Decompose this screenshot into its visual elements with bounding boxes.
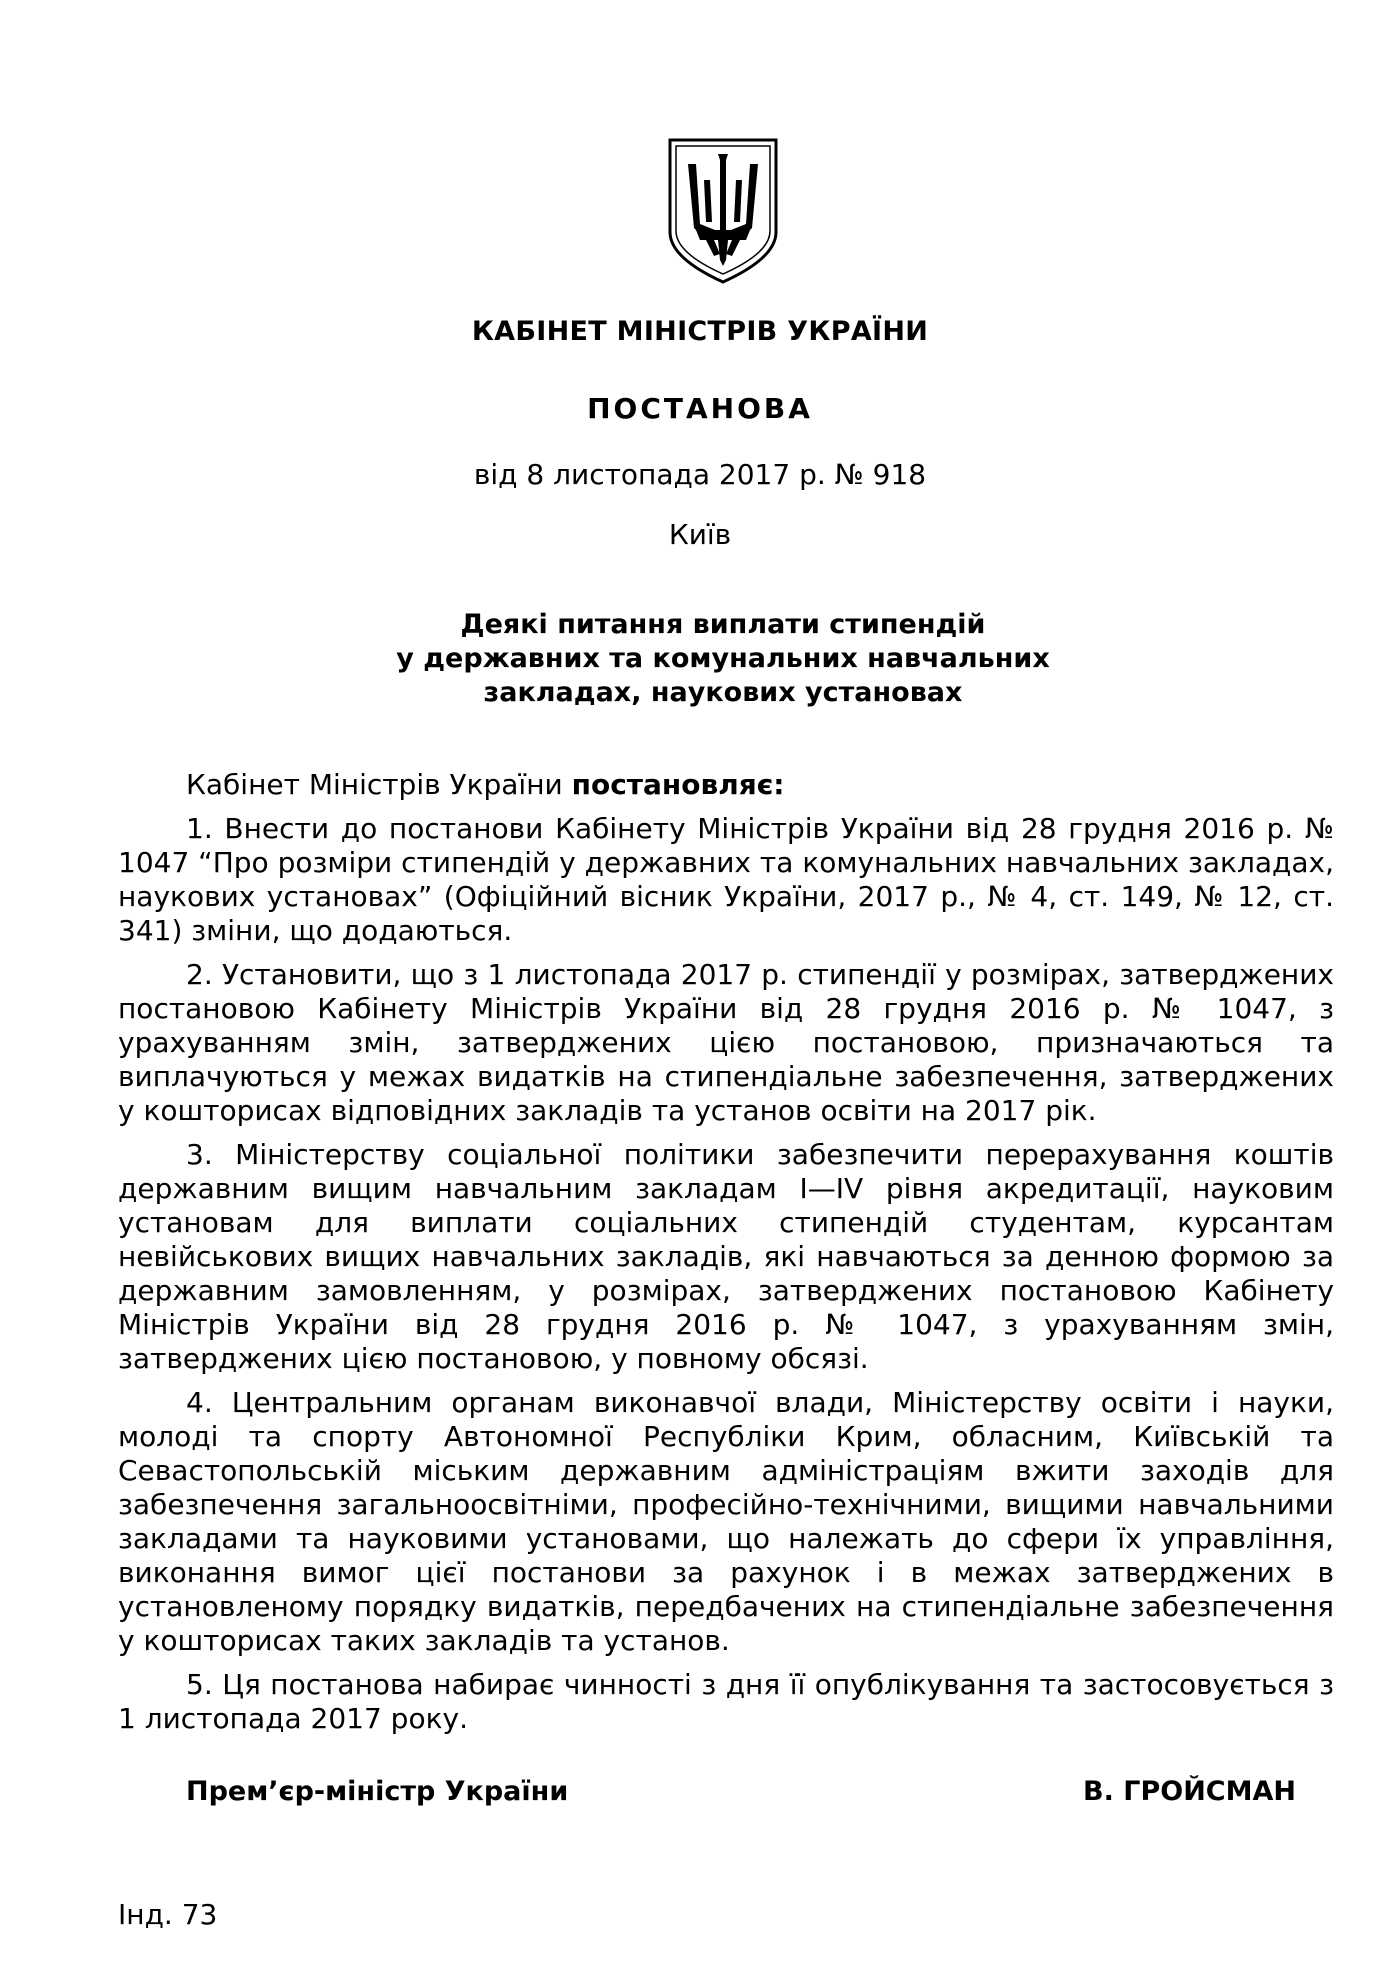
paragraph-4: 4. Центральним органам виконавчої влади, Міністерству освіти і науки, молоді та спорту Автономної Республіки Крим, обласним, Київській та Севастопольській міським державним адміністраціям вжити заходів для забезпечення загальноосвітніми, професійно-технічними, вищими навчальними закладами та науковими установами, що належать до сфери їх управління, виконання вимог цієї постанови за рахунок і в межах затверджених в установленому порядку видатків, передбачених на стипендіальне забезпечення у кошторисах таких закладів та установ. xyxy=(118,1386,1334,1657)
paragraph-2: 2. Установити, що з 1 листопада 2017 р. стипендії у розмірах, затверджених постановою Кабінету Міністрів України від 28 грудня 2016 р. № 1047, з урахуванням змін, затверджених цією постановою, призначаються та виплачуються у межах видатків на стипендіальне забезпечення, затверджених у кошторисах відповідних закладів та установ освіти на 2017 рік. xyxy=(118,958,1334,1127)
paragraph-5: 5. Ця постанова набирає чинності з дня її опублікування та застосовується з 1 листопада 2017 року. xyxy=(118,1668,1334,1735)
document-title xyxy=(366,608,1080,710)
trident-coat-of-arms-icon xyxy=(666,136,780,284)
issuing-authority: КАБІНЕТ МІНІСТРІВ УКРАЇНИ xyxy=(471,316,929,347)
document-body xyxy=(118,768,1334,1736)
intro-text: Кабінет Міністрів України xyxy=(186,768,572,801)
signatory-position: Прем’єр-міністр України xyxy=(186,1776,569,1807)
title-line-2: у державних та комунальних навчальних xyxy=(396,643,1050,674)
date-and-number: від 8 листопада 2017 р. № 918 xyxy=(473,458,927,491)
document-type: ПОСТАНОВА xyxy=(587,392,813,425)
document-index: Інд. 73 xyxy=(118,1898,218,1931)
signatory-name: В. ГРОЙСМАН xyxy=(1083,1776,1296,1807)
intro-resolves: постановляє: xyxy=(571,768,785,801)
paragraph-3: 3. Міністерству соціальної політики забезпечити перерахування коштів державним вищим навчальним закладам I—IV рівня акредитації, науковим установам для виплати соціальних стипендій студентам, курсантам невійськових вищих навчальних закладів, які навчаються за денною формою за державним замовленням, у розмірах, затверджених постановою Кабінету Міністрів України від 28 грудня 2016 р. № 1047, з урахуванням змін, затверджених цією постановою, у повному обсязі. xyxy=(118,1138,1334,1375)
intro-paragraph xyxy=(118,768,1334,802)
issue-city: Київ xyxy=(668,518,732,551)
title-line-3: закладах, наукових установах xyxy=(483,677,963,708)
paragraph-1: 1. Внести до постанови Кабінету Міністрів України від 28 грудня 2016 р. № 1047 “Про розміри стипендій у державних та комунальних навчальних закладах, наукових установах” (Офіційний вісник України, 2017 р., № 4, ст. 149, № 12, ст. 341) зміни, що додаються. xyxy=(118,812,1334,947)
title-line-1: Деякі питання виплати стипендій xyxy=(460,609,986,640)
